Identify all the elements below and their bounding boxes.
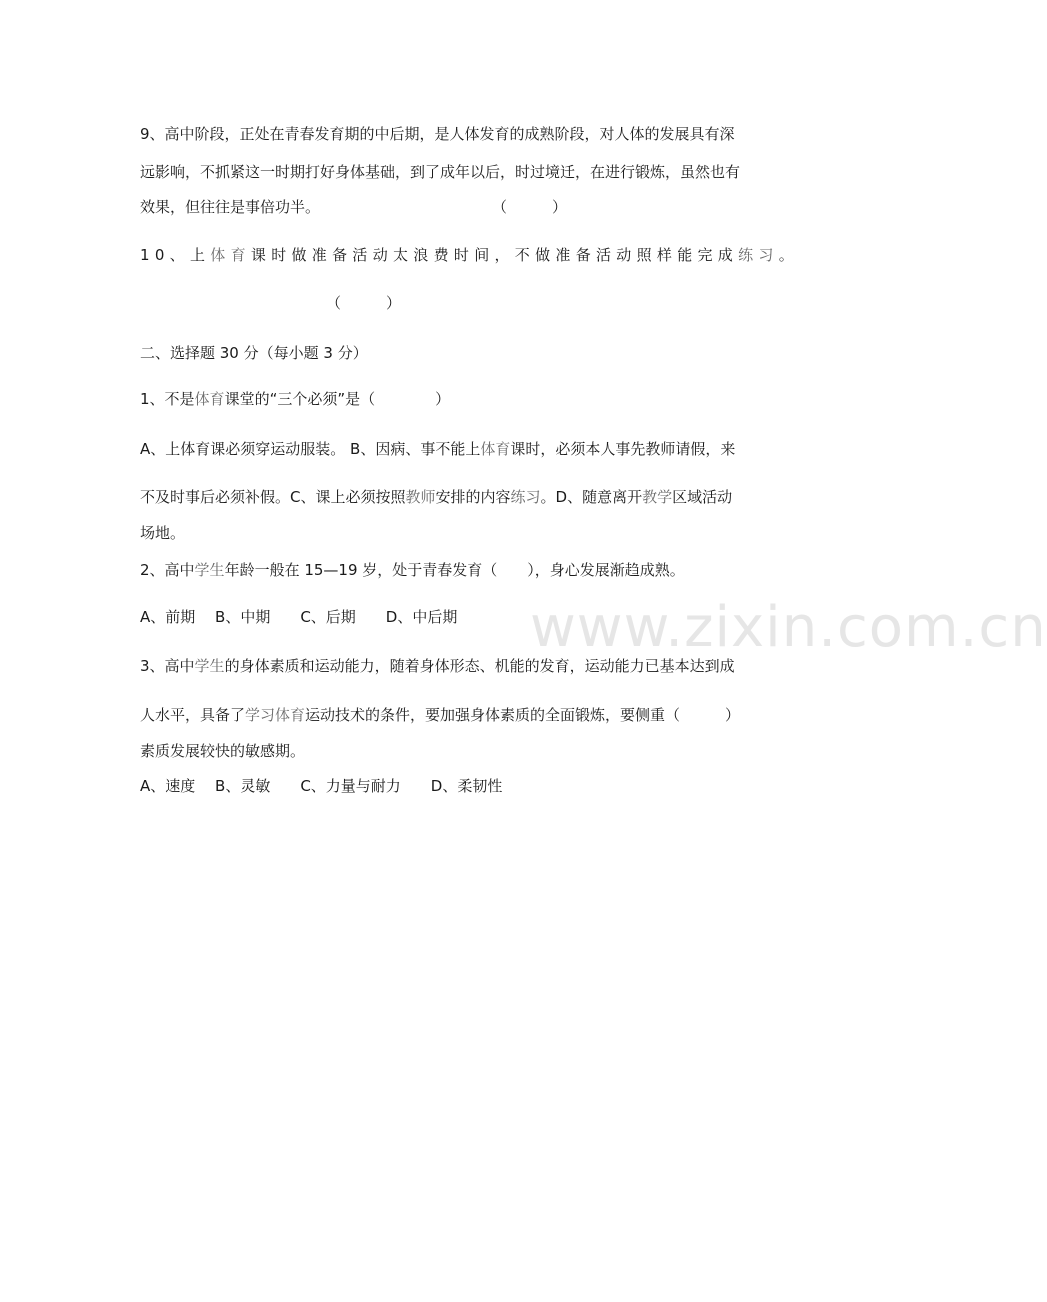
c1-line1-b: 课时，必须本人事先教师请假，来 [510, 440, 736, 458]
q10-term-practice[interactable]: 练习 [738, 246, 779, 264]
c2-stem-b: 年龄一般在 15—19 岁，处于青春发育（ ），身心发展渐趋成熟。 [224, 561, 685, 579]
q9-line-2: 远影响，不抓紧这一时期打好身体基础，到了成年以后，时过境迁，在进行锻炼，虽然也有 [140, 163, 741, 181]
c1-options-line-2 [140, 487, 732, 507]
q9-line-3 [140, 197, 320, 217]
watermark: www.zixin.com.cn [530, 595, 1047, 660]
q10-answer-blank: （ ） [326, 294, 402, 312]
q10-middle: 课时做准备活动太浪费时间，不做准备活动照样能完成 [250, 246, 739, 264]
c1-line2-c: 。D、随意离开 [540, 488, 643, 506]
section-2-heading: 二、选择题 30 分（每小题 3 分） [140, 344, 368, 362]
c3-term-learn-sports[interactable]: 学习体育 [245, 706, 306, 724]
q9-line-1: 9、高中阶段，正处在青春发育期的中后期，是人体发育的成熟阶段，对人体的发展具有深 [140, 125, 735, 143]
c1-stem-a: 1、不是 [140, 390, 195, 408]
q10-prefix: 10、上 [140, 246, 211, 264]
c3-line1-a: 3、高中 [140, 657, 195, 675]
c1-term-sports[interactable]: 体育 [194, 390, 225, 408]
c1-line2-a: 不及时事后必须补假。C、课上必须按照 [140, 488, 406, 506]
c2-stem-a: 2、高中 [140, 561, 195, 579]
c2-term-student[interactable]: 学生 [194, 561, 225, 579]
q10-end: 。 [778, 246, 800, 264]
c1-options-line-1 [140, 439, 735, 459]
c3-options: A、速度 B、灵敏 C、力量与耐力 D、柔韧性 [140, 777, 503, 795]
c3-line1-b: 的身体素质和运动能力，随着身体形态、机能的发育，运动能力已基本达到成 [224, 657, 735, 675]
c1-line2-d: 区域活动 [672, 488, 733, 506]
c1-line1-a: A、上体育课必须穿运动服装。 B、因病、事不能上 [140, 440, 481, 458]
c1-line2-b: 安排的内容 [435, 488, 511, 506]
c3-term-student[interactable]: 学生 [194, 657, 225, 675]
c1-line1-term-sports[interactable]: 体育 [480, 440, 511, 458]
c1-stem-b: 课堂的“三个必须”是（ ） [224, 390, 451, 408]
c1-line2-term-teacher[interactable]: 教师 [405, 488, 436, 506]
c3-line-3: 素质发展较快的敏感期。 [140, 742, 306, 760]
c2-stem [140, 560, 685, 580]
c1-stem [140, 389, 450, 409]
c3-line-2 [140, 705, 740, 725]
q10-line [140, 245, 799, 265]
q9-answer-blank: （ ） [492, 198, 568, 216]
c1-line2-term-practice[interactable]: 练习 [510, 488, 541, 506]
c3-line2-a: 人水平，具备了 [140, 706, 246, 724]
c3-line2-b: 运动技术的条件，要加强身体素质的全面锻炼，要侧重（ ） [305, 706, 741, 724]
q9-line-3-text: 效果，但往往是事倍功半。 [140, 198, 321, 216]
c1-line2-term-teaching[interactable]: 教学 [642, 488, 673, 506]
c1-options-line-3: 场地。 [140, 524, 186, 542]
c2-options: A、前期 B、中期 C、后期 D、中后期 [140, 608, 458, 626]
c3-line-1 [140, 656, 735, 676]
q10-term-sports[interactable]: 体育 [210, 246, 251, 264]
